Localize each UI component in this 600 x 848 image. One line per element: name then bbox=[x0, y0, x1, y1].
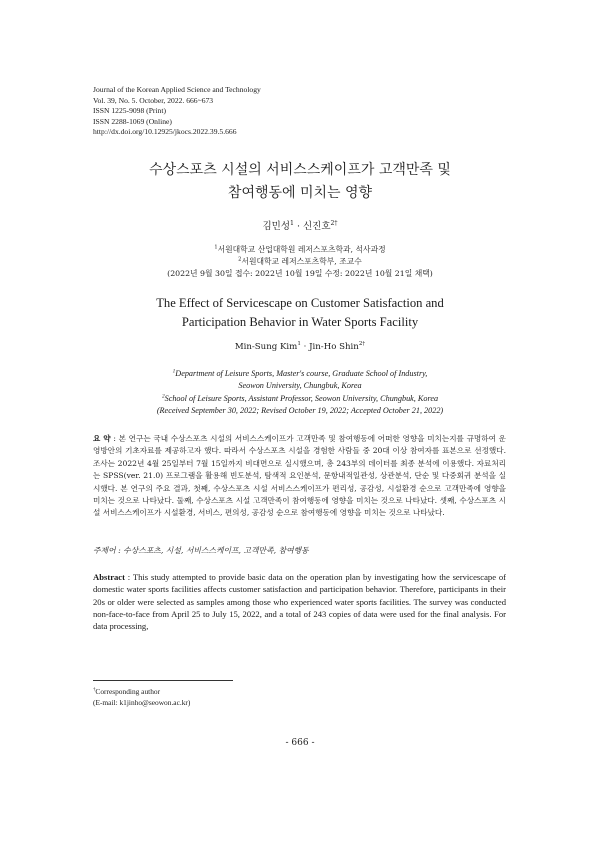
author-en-2: Jin-Ho Shin bbox=[309, 342, 359, 352]
author-en-1: Min-Sung Kim bbox=[234, 342, 298, 352]
abstract-en-text: : This study attempted to provide basic data on the operation plan by investigating how the servicescape of domestic water sports facilities affects customer satisfaction and participation behavior. Therefore, participants in their 20s or older were selected as samples among those who experienced water sports facilities. The survey was conducted non-face-to-face from April 25 to July 15, 2022, and a total of 243 copies of data were used for the final analysis. For data processing, bbox=[93, 572, 506, 632]
author-en-2-sup: 2† bbox=[358, 341, 366, 348]
footnote-email: (E-mail: k1jinho@seowon.ac.kr) bbox=[93, 698, 191, 707]
abstract-en-label: Abstract bbox=[93, 572, 125, 582]
footnote-mark: † bbox=[93, 687, 96, 693]
author-kr-2-sup: 2† bbox=[330, 219, 338, 227]
abstract-en bbox=[93, 571, 506, 632]
abstract-kr-text: : 본 연구는 국내 수상스포츠 시설의 서비스스케이프가 고객만족 및 참여행동에 어떠한 영향을 미치는지를 규명하여 운영방안의 기초자료를 제공하고자 했다. 따라서 수상스포츠 시설을 경험한 사람들 중 20대 이상 참여자를 표본으로 선정했다. 조사는 2022년 4월 25일부터 7월 15일까지 비대면으로 실시했으며, 총 243부의 데이터를 최종 분석에 이용했다. 자료처리는 SPSS(ver. 21.0) 프로그램을 활용해 빈도분석, 탐색적 요인분석, 문항내적일관성, 상관분석, 단순 및 다중회귀 분석을 실시했다. 본 연구의 주요 결과, 첫째, 수상스포츠 시설 서비스스케이프가 편리성, 공감성, 시설환경 순으로 고객만족에 영향을 미치는 것으로 나타났다. 둘째, 수상스포츠 시설 고객만족이 참여행동에 영향을 미치는 것으로 나타났다. 셋째, 수상스포츠 시설 서비스스케이프가 시설환경, 서비스, 편의성, 공감성 순으로 참여행동에 영향을 미치는 것으로 나타났다. bbox=[93, 434, 506, 518]
affiliation-kr-2 bbox=[0, 256, 600, 268]
affiliation-en-1-line2: Seowon University, Chungbuk, Korea bbox=[238, 381, 362, 390]
title-en-line1: The Effect of Servicescape on Customer Satisfaction and bbox=[156, 296, 444, 310]
journal-issn-print: ISSN 1225-9098 (Print) bbox=[93, 106, 166, 116]
page-number: - 666 - bbox=[285, 738, 315, 748]
affiliation-kr-2-text: 서원대학교 레저스포츠학부, 조교수 bbox=[241, 257, 362, 266]
footnote-divider bbox=[93, 680, 233, 681]
footnote bbox=[93, 686, 190, 708]
affiliation-kr-1-sup: 1 bbox=[214, 244, 218, 251]
author-kr-2: 신진호 bbox=[302, 221, 331, 232]
affiliation-en-1-text: Department of Leisure Sports, Master's course, Graduate School of Industry, bbox=[175, 369, 428, 378]
affiliation-kr-2-sup: 2 bbox=[238, 256, 242, 263]
journal-volume: Vol. 39, No. 5. October, 2022. 666~673 bbox=[93, 95, 214, 105]
dates-en: (Received September 30, 2022; Revised October 19, 2022; Accepted October 21, 2022) bbox=[156, 406, 444, 415]
author-kr-separator: · bbox=[293, 221, 303, 232]
journal-name: Journal of the Korean Applied Science and Technology bbox=[93, 85, 261, 94]
affiliation-kr-1 bbox=[0, 244, 600, 256]
affiliation-en-1-sup: 1 bbox=[172, 368, 176, 375]
title-en-line2: Participation Behavior in Water Sports Facility bbox=[181, 315, 419, 329]
journal-issn-online: ISSN 2288-1069 (Online) bbox=[93, 116, 172, 126]
keywords-kr: 주제어 : 수상스포츠, 시설, 서비스스케이프, 고객만족, 참여행동 bbox=[93, 546, 309, 555]
dates-kr: (2022년 9월 30일 접수: 2022년 10월 19일 수정: 2022년 10월 21일 채택) bbox=[167, 269, 433, 278]
author-en-1-sup: 1 bbox=[297, 341, 301, 348]
author-en-separator: · bbox=[300, 342, 310, 352]
footnote-line1 bbox=[93, 686, 190, 697]
affiliation-en-2-text: School of Leisure Sports, Assistant Professor, Seowon University, Chungbuk, Korea bbox=[164, 394, 439, 403]
author-kr-1-sup: 1 bbox=[290, 219, 294, 227]
journal-doi[interactable]: http://dx.doi.org/10.12925/jkocs.2022.39.5.666 bbox=[93, 127, 237, 137]
title-kr-line1: 수상스포츠 시설의 서비스스케이프가 고객만족 및 bbox=[149, 162, 451, 178]
authors-en bbox=[0, 342, 600, 352]
footnote-corresponding: Corresponding author bbox=[95, 687, 161, 696]
abstract-kr bbox=[93, 433, 506, 520]
journal-info bbox=[93, 85, 261, 138]
affiliation-kr-1-text: 서원대학교 산업대학원 레저스포츠학과, 석사과정 bbox=[217, 245, 386, 254]
affiliation-en-2 bbox=[0, 393, 600, 405]
title-kr-line2: 참여행동에 미치는 영향 bbox=[227, 185, 373, 201]
affiliation-en-1-line1 bbox=[0, 368, 600, 380]
abstract-kr-label: 요 약 bbox=[93, 434, 111, 443]
authors-kr bbox=[0, 218, 600, 232]
affiliation-en-2-sup: 2 bbox=[161, 393, 165, 400]
author-kr-1: 김민성 bbox=[262, 221, 290, 232]
